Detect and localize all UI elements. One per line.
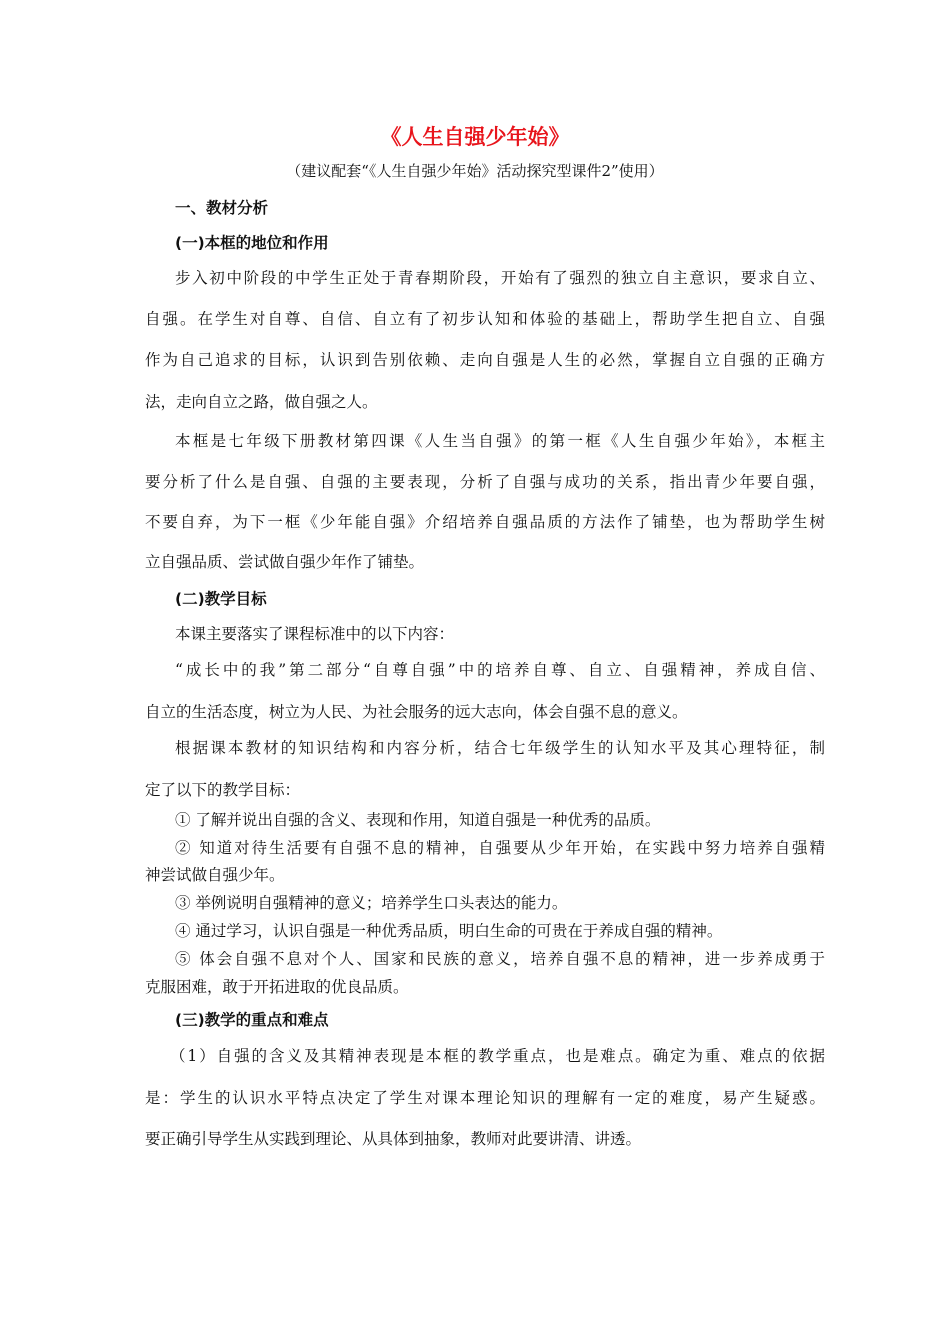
- paragraph-line: “成长中的我”第二部分“自尊自强”中的培养自尊、自立、自强精神，养成自信、: [175, 661, 825, 679]
- paragraph-line: 本课主要落实了课程标准中的以下内容：: [175, 625, 455, 643]
- goal-item: 克服困难，敢于开拓进取的优良品质。: [145, 978, 409, 996]
- paragraph-line: 是：学生的认识水平特点决定了学生对课本理论知识的理解有一定的难度，易产生疑惑。: [145, 1089, 825, 1107]
- paragraph-line: 自立的生活态度，树立为人民、为社会服务的远大志向，体会自强不息的意义。: [145, 703, 688, 721]
- goal-item: ④ 通过学习，认识自强是一种优秀品质，明白生命的可贵在于养成自强的精神。: [175, 922, 723, 940]
- goal-item: ① 了解并说出自强的含义、表现和作用，知道自强是一种优秀的品质。: [175, 811, 661, 829]
- subsection-heading-position-role: (一)本框的地位和作用: [175, 234, 329, 252]
- paragraph-line: 根据课本教材的知识结构和内容分析，结合七年级学生的认知水平及其心理特征，制: [175, 739, 825, 757]
- document-subtitle: （建议配套“《人生自强少年始》活动探究型课件2”使用）: [286, 162, 664, 180]
- paragraph-line: 法，走向自立之路，做自强之人。: [145, 393, 378, 411]
- goal-item: ③ 举例说明自强精神的意义；培养学生口头表达的能力。: [175, 894, 568, 912]
- subsection-heading-key-points: (三)教学的重点和难点: [175, 1011, 329, 1029]
- paragraph-line: 本框是七年级下册教材第四课《人生当自强》的第一框《人生自强少年始》，本框主: [175, 432, 825, 450]
- paragraph-line: （1）自强的含义及其精神表现是本框的教学重点，也是难点。确定为重、难点的依据: [170, 1047, 825, 1065]
- paragraph-line: 要分析了什么是自强、自强的主要表现，分析了自强与成功的关系，指出青少年要自强，: [145, 473, 825, 491]
- goal-item: 神尝试做自强少年。: [145, 866, 285, 884]
- goal-item: ② 知道对待生活要有自强不息的精神，自强要从少年开始，在实践中努力培养自强精: [175, 839, 825, 857]
- paragraph-line: 作为自己追求的目标，认识到告别依赖、走向自强是人生的必然，掌握自立自强的正确方: [145, 351, 825, 369]
- paragraph-line: 立自强品质、尝试做自强少年作了铺垫。: [145, 553, 425, 571]
- paragraph-line: 定了以下的教学目标：: [145, 781, 301, 799]
- paragraph-line: 要正确引导学生从实践到理论、从具体到抽象，教师对此要讲清、讲透。: [145, 1130, 642, 1148]
- document-title: 《人生自强少年始》: [380, 125, 570, 149]
- paragraph-line: 不要自弃，为下一框《少年能自强》介绍培养自强品质的方法作了铺垫，也为帮助学生树: [145, 513, 825, 531]
- paragraph-line: 步入初中阶段的中学生正处于青春期阶段，开始有了强烈的独立自主意识，要求自立、: [175, 269, 825, 287]
- paragraph-line: 自强。在学生对自尊、自信、自立有了初步认知和体验的基础上，帮助学生把自立、自强: [145, 310, 825, 328]
- goal-item: ⑤ 体会自强不息对个人、国家和民族的意义，培养自强不息的精神，进一步养成勇于: [175, 950, 825, 968]
- section-heading-textbook-analysis: 一、教材分析: [175, 199, 269, 217]
- subsection-heading-teaching-goals: (二)教学目标: [175, 590, 267, 608]
